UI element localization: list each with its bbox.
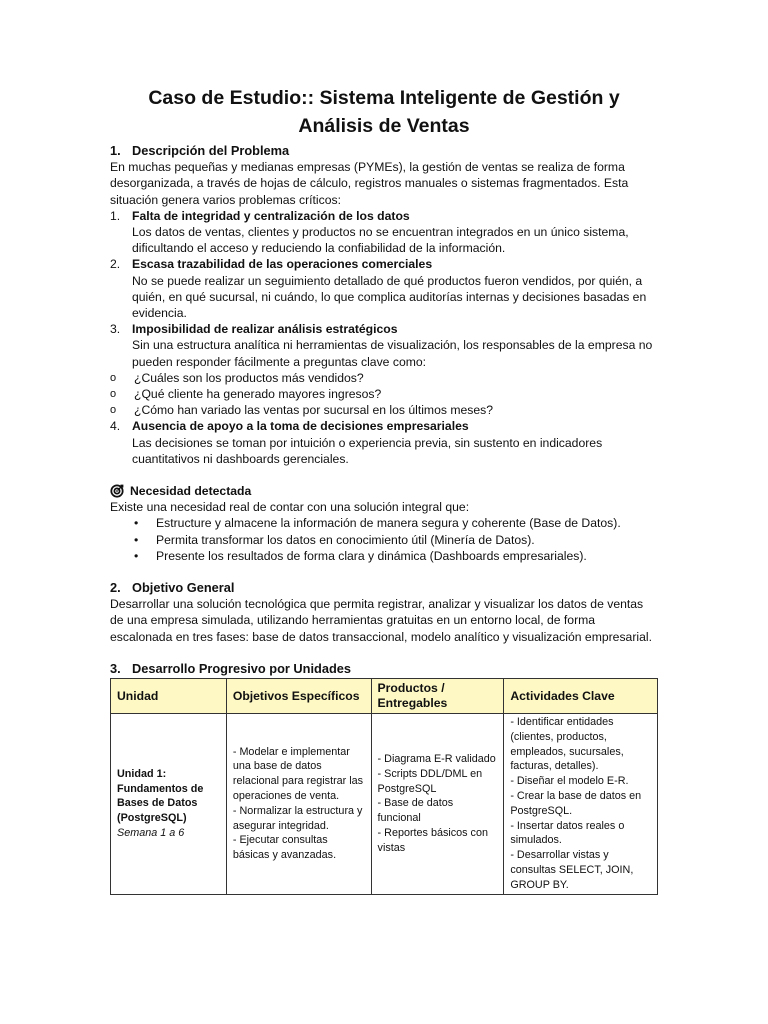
problem-title: Escasa trazabilidad de las operaciones comerciales bbox=[132, 257, 433, 272]
question-item bbox=[110, 370, 658, 386]
unit-cell bbox=[111, 714, 227, 895]
column-header: Unidad bbox=[111, 679, 227, 714]
question-item bbox=[110, 386, 658, 402]
question-item bbox=[110, 402, 658, 418]
section-1-heading bbox=[110, 143, 658, 159]
circle-bullet: o bbox=[110, 388, 117, 401]
section-2-text: Desarrollar una solución tecnológica que permita registrar, analizar y visualizar los datos de ventas de una empresa simulada, utilizando herramientas gratuitas en un entorno local, de forma escalonada en tres fases: base de datos transaccional, modelo analítico y visualización empresarial. bbox=[110, 597, 652, 644]
activity-line: - Crear la base de datos en PostgreSQL. bbox=[510, 790, 642, 817]
problem-number: 1. bbox=[110, 208, 121, 223]
section-3-heading bbox=[110, 661, 658, 677]
document-page bbox=[110, 84, 658, 895]
objective-line: - Modelar e implementar una base de datos relacional para registrar las operaciones de venta. bbox=[232, 745, 364, 803]
objectives-cell bbox=[226, 714, 371, 895]
problem-text: Sin una estructura analítica ni herramientas de visualización, los responsables de la empresa no pueden responder fácilmente a preguntas clave como: bbox=[132, 338, 653, 369]
circle-bullet: o bbox=[110, 371, 117, 384]
section-2-title: Objetivo General bbox=[132, 580, 235, 596]
problem-item bbox=[110, 208, 658, 257]
product-line: - Reportes básicos con vistas bbox=[377, 827, 488, 854]
units-table bbox=[110, 678, 658, 895]
section-3-title: Desarrollo Progresivo por Unidades bbox=[132, 660, 352, 676]
question-text: ¿Qué cliente ha generado mayores ingresos? bbox=[134, 387, 382, 402]
bullet-dot: • bbox=[134, 532, 139, 547]
question-text: ¿Cómo han variado las ventas por sucursal en los últimos meses? bbox=[134, 403, 494, 418]
problem-number: 2. bbox=[110, 257, 121, 272]
need-item bbox=[110, 548, 658, 564]
question-list bbox=[110, 370, 658, 419]
unit-weeks: Semana 1 a 6 bbox=[117, 827, 185, 840]
product-line: - Diagrama E-R validado bbox=[377, 753, 496, 766]
bullet-dot: • bbox=[134, 516, 139, 531]
problem-title: Imposibilidad de realizar análisis estratégicos bbox=[132, 322, 398, 337]
product-line: - Base de datos funcional bbox=[377, 797, 454, 825]
problem-list bbox=[110, 208, 658, 370]
need-heading bbox=[110, 483, 658, 499]
problem-text: Las decisiones se toman por intuición o experiencia previa, sin sustento en indicadores cuantitativos ni dashboards gerenciales. bbox=[132, 435, 603, 466]
activity-line: - Diseñar el modelo E-R. bbox=[510, 775, 629, 788]
problem-item bbox=[110, 321, 658, 370]
column-header: Productos / Entregables bbox=[371, 679, 504, 714]
section-3-number: 3. bbox=[110, 660, 121, 676]
need-title: Necesidad detectada bbox=[130, 484, 252, 499]
need-item bbox=[110, 532, 658, 548]
section-1-title: Descripción del Problema bbox=[132, 143, 290, 158]
objective-line: - Ejecutar consultas básicas y avanzadas. bbox=[232, 834, 337, 862]
section-1-number: 1. bbox=[110, 143, 121, 158]
need-item-text: Estructure y almacene la información de manera segura y coherente (Base de Datos). bbox=[156, 516, 621, 531]
activities-cell bbox=[504, 714, 658, 895]
problem-number: 4. bbox=[110, 419, 121, 434]
activity-line: - Insertar datos reales o simulados. bbox=[510, 819, 625, 847]
page-title: Caso de Estudio:: Sistema Inteligente de Gestión y Análisis de Ventas bbox=[148, 87, 620, 137]
activity-line: - Desarrollar vistas y consultas SELECT, JOIN, GROUP BY. bbox=[510, 849, 634, 891]
need-item-text: Permita transformar los datos en conocimiento útil (Minería de Datos). bbox=[156, 532, 535, 547]
table-header-row bbox=[111, 679, 658, 714]
problem-number: 3. bbox=[110, 322, 121, 337]
product-line: - Scripts DDL/DML en PostgreSQL bbox=[377, 767, 483, 795]
unit-name: Unidad 1: Fundamentos de Bases de Datos (PostgreSQL) bbox=[117, 767, 204, 825]
problem-text: No se puede realizar un seguimiento detallado de qué productos fueron vendidos, por quién, a quién, en qué sucursal, ni cuándo, lo que complica auditorías internas y decisiones basadas en evidencia. bbox=[132, 273, 647, 321]
table-row bbox=[111, 714, 658, 895]
circle-bullet: o bbox=[110, 404, 117, 417]
bullet-dot: • bbox=[134, 548, 139, 563]
question-text: ¿Cuáles son los productos más vendidos? bbox=[134, 370, 364, 385]
need-intro: Existe una necesidad real de contar con una solución integral que: bbox=[110, 500, 470, 515]
column-header: Actividades Clave bbox=[504, 679, 658, 714]
problem-list-continued bbox=[110, 418, 658, 467]
problem-title: Ausencia de apoyo a la toma de decisiones empresariales bbox=[132, 419, 469, 434]
problem-text: Los datos de ventas, clientes y productos no se encuentran integrados en un único sistema, dificultando el acceso y reduciendo la confiabilidad de la información. bbox=[132, 225, 629, 256]
activity-line: - Identificar entidades (clientes, productos, empleados, sucursales, facturas, detalles). bbox=[510, 716, 624, 773]
problem-title: Falta de integridad y centralización de los datos bbox=[132, 208, 410, 223]
products-cell bbox=[371, 714, 504, 895]
problem-item bbox=[110, 256, 658, 321]
problem-item bbox=[110, 418, 658, 467]
need-item-text: Presente los resultados de forma clara y dinámica (Dashboards empresariales). bbox=[156, 548, 587, 563]
section-1-intro: En muchas pequeñas y medianas empresas (PYMEs), la gestión de ventas se realiza de forma desorganizada, a través de hojas de cálculo, registros manuales o sistemas fragmentados. Esta situación genera varios problemas críticos: bbox=[110, 160, 629, 207]
need-list bbox=[110, 515, 658, 564]
target-icon bbox=[110, 484, 124, 498]
objective-line: - Normalizar la estructura y asegurar integridad. bbox=[232, 804, 363, 832]
column-header: Objetivos Específicos bbox=[226, 679, 371, 714]
need-item bbox=[110, 515, 658, 531]
section-2-number: 2. bbox=[110, 580, 121, 596]
section-2-heading bbox=[110, 580, 658, 596]
